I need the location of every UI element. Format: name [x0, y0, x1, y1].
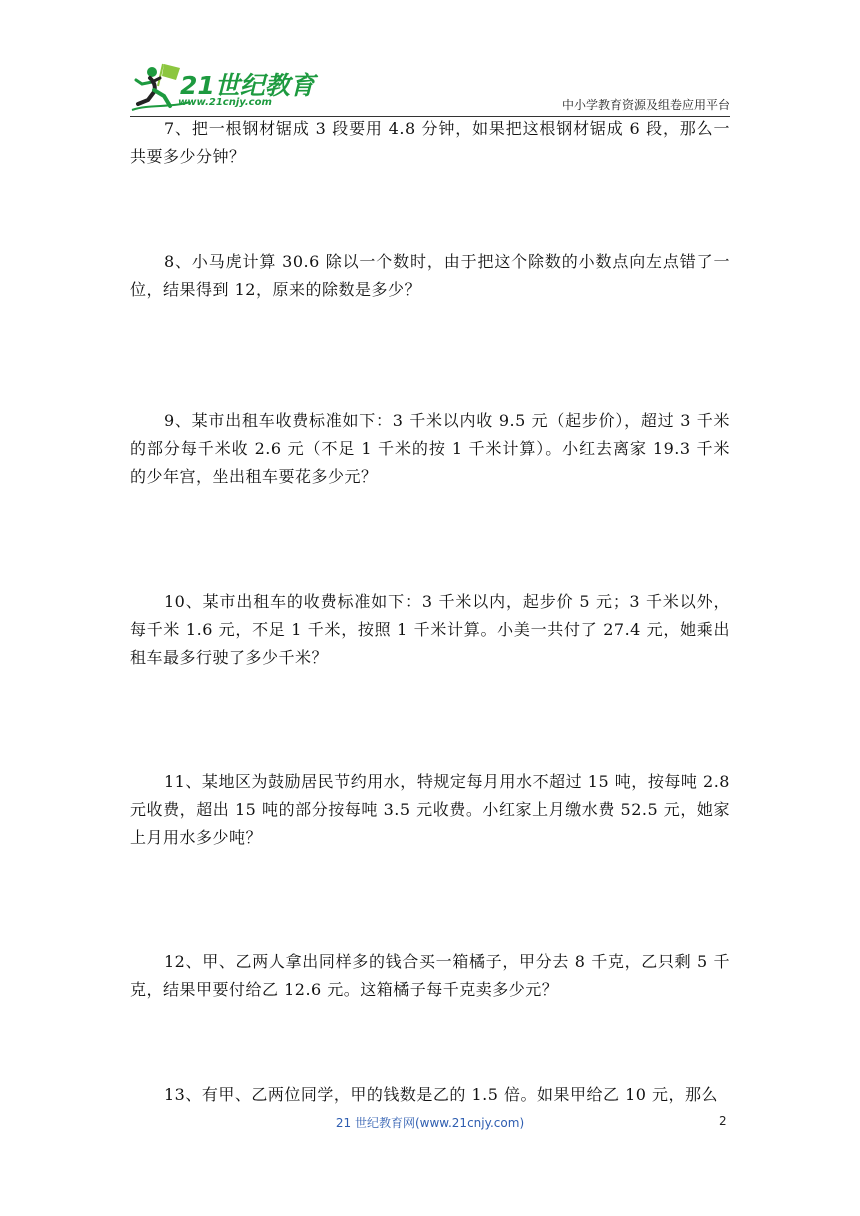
question-8: 8、小马虎计算 30.6 除以一个数时，由于把这个除数的小数点向左点错了一位，结果得到 12，原来的除数是多少？ [130, 252, 730, 299]
footer-site-link[interactable]: 21 世纪教育网(www.21cnjy.com) [335, 1116, 525, 1130]
platform-name: 中小学教育资源及组卷应用平台 [561, 98, 730, 112]
logo-url: www.21cnjy.com [178, 97, 272, 108]
page-header [130, 60, 730, 118]
site-logo[interactable] [130, 60, 340, 114]
question-11: 11、某地区为鼓励居民节约用水，特规定每月用水不超过 15 吨，按每吨 2.8 元收费，超出 15 吨的部分按每吨 3.5 元收费。小红家上月缴水费 52.5 元，她家上月用水多少吨？ [130, 772, 730, 847]
page-number: 2 [719, 1114, 727, 1128]
question-12: 12、甲、乙两人拿出同样多的钱合买一箱橘子，甲分去 8 千克，乙只剩 5 千克，结果甲要付给乙 12.6 元。这箱橘子每千克卖多少元？ [130, 952, 730, 999]
question-10: 10、某市出租车的收费标准如下：3 千米以内，起步价 5 元；3 千米以外，每千米 1.6 元，不足 1 千米，按照 1 千米计算。小美一共付了 27.4 元，她乘出租车最多行驶了多少千米？ [130, 592, 730, 667]
question-9: 9、某市出租车收费标准如下：3 千米以内收 9.5 元（起步价），超过 3 千米的部分每千米收 2.6 元（不足 1 千米的按 1 千米计算）。小红去离家 19.3 千米的少年宫，坐出租车要花多少元？ [130, 411, 730, 486]
question-7: 7、把一根钢材锯成 3 段要用 4.8 分钟，如果把这根钢材锯成 6 段，那么一共要多少分钟？ [130, 119, 730, 166]
logo-title: 21世纪教育 [180, 71, 315, 100]
question-13: 13、有甲、乙两位同学，甲的钱数是乙的 1.5 倍。如果甲给乙 10 元，那么 [164, 1085, 719, 1104]
